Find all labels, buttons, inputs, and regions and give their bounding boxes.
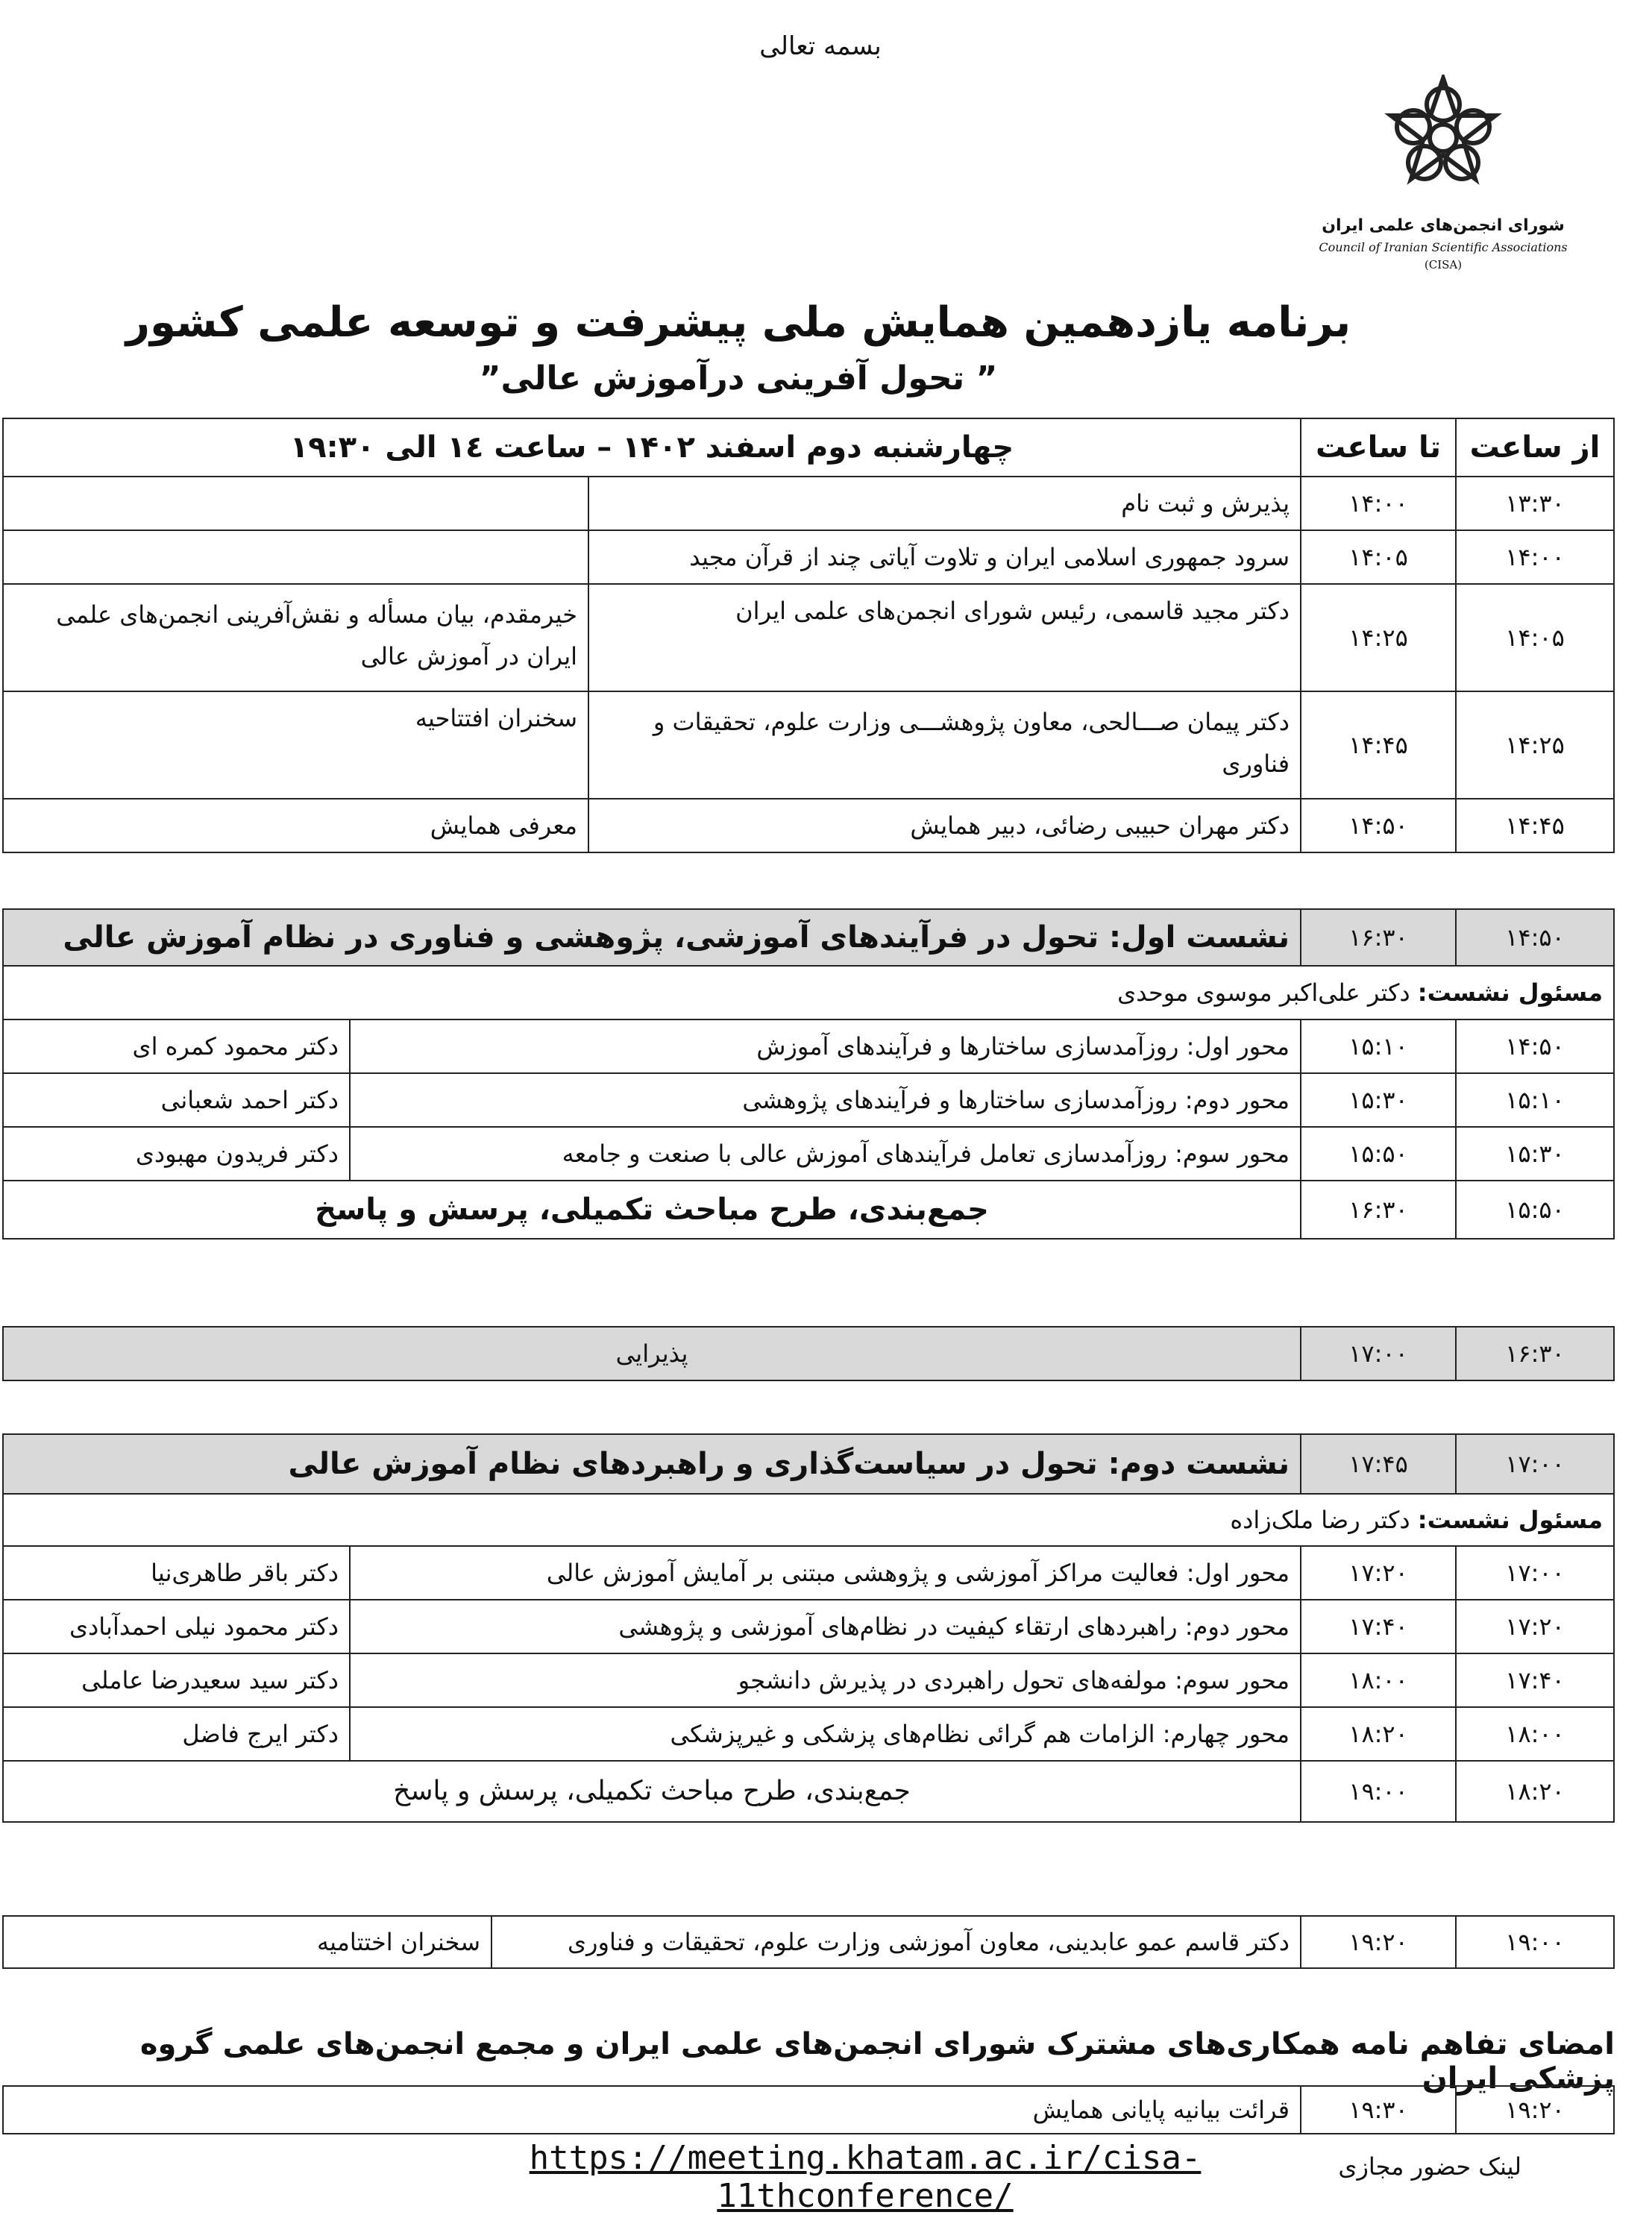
- row-to: ۱۴:۵۰: [1301, 799, 1456, 852]
- row-to: ۱۸:۰۰: [1301, 1653, 1456, 1707]
- row-desc: پذیرش و ثبت نام: [588, 477, 1301, 530]
- opening-table: [2, 418, 1615, 853]
- chair-label: مسئول نشست:: [1417, 978, 1603, 1007]
- header-from: از ساعت: [1456, 418, 1614, 477]
- table-row: [3, 584, 1614, 691]
- row-topic: محور چهارم: الزامات هم گرائی نظام‌های پزشکی و غیرپزشکی: [350, 1707, 1301, 1761]
- row-from: ۱۳:۳۰: [1456, 477, 1614, 530]
- row-from: ۱۸:۰۰: [1456, 1707, 1614, 1761]
- reception-from: ۱۶:۳۰: [1456, 1327, 1614, 1380]
- closing-from: ۱۹:۰۰: [1456, 1916, 1614, 1968]
- table-row: [3, 799, 1614, 852]
- table-header-row: [3, 418, 1614, 477]
- row-desc: دکتر پیمان صـــالحی، معاون پژوهشـــی وزارت علوم، تحقیقات و فناوری: [588, 691, 1301, 799]
- session1-to: ۱۶:۳۰: [1301, 909, 1456, 966]
- row-to: ۱۵:۱۰: [1301, 1019, 1456, 1073]
- session1-header-row: [3, 909, 1614, 966]
- row-topic: محور سوم: روزآمدسازی تعامل فرآیندهای آموزش عالی با صنعت و جامعه: [350, 1127, 1301, 1181]
- session1-title: نشست اول: تحول در فرآیندهای آموزشی، پژوهشی و فناوری در نظام آموزش عالی: [3, 909, 1301, 966]
- row-speaker: دکتر باقر طاهری‌نیا: [3, 1546, 350, 1600]
- closing-row: [3, 1916, 1614, 1968]
- session2-header-row: [3, 1434, 1614, 1494]
- reception-text: پذیرایی: [3, 1327, 1301, 1380]
- final-to: ۱۹:۳۰: [1301, 2086, 1456, 2134]
- closing-desc: دکتر قاسم عمو عابدینی، معاون آموزشی وزارت علوم، تحقیقات و فناوری: [491, 1916, 1301, 1968]
- row-speaker: دکتر ایرج فاضل: [3, 1707, 350, 1761]
- table-row: [3, 1019, 1614, 1073]
- row-note: معرفی همایش: [3, 799, 588, 852]
- star-flower-logo-icon: [1350, 75, 1536, 216]
- table-row: [3, 1546, 1614, 1600]
- row-topic: محور دوم: روزآمدسازی ساختارها و فرآیندهای پژوهشی: [350, 1073, 1301, 1127]
- session2-wrap-row: [3, 1761, 1614, 1822]
- session1-wrap-text: جمع‌بندی، طرح مباحث تکمیلی، پرسش و پاسخ: [3, 1181, 1301, 1239]
- final-row: [3, 2086, 1614, 2134]
- row-from: ۱۵:۱۰: [1456, 1073, 1614, 1127]
- row-topic: محور اول: روزآمدسازی ساختارها و فرآیندهای آموزش: [350, 1019, 1301, 1073]
- virtual-link-label: لینک حضور مجازی: [1338, 2152, 1521, 2181]
- row-topic: محور دوم: راهبردهای ارتقاء کیفیت در نظام‌های آموزشی و پژوهشی: [350, 1600, 1301, 1653]
- chair-name: دکتر رضا ملک‌زاده: [1230, 1505, 1410, 1534]
- row-speaker: دکتر محمود کمره ای: [3, 1019, 350, 1073]
- table-row: [3, 477, 1614, 530]
- header-to: تا ساعت: [1301, 418, 1456, 477]
- cisa-logo: [1301, 75, 1585, 291]
- session1-chair-row: [3, 966, 1614, 1019]
- table-row: [3, 691, 1614, 799]
- table-row: [3, 530, 1614, 584]
- row-topic: محور اول: فعالیت مراکز آموزشی و پژوهشی مبتنی بر آمایش آموزش عالی: [350, 1546, 1301, 1600]
- row-to: ۱۴:۲۵: [1301, 584, 1456, 691]
- session1-table: [2, 908, 1615, 1240]
- row-note: [3, 477, 588, 530]
- session1-wrap-row: [3, 1181, 1614, 1239]
- reception-row: [3, 1327, 1614, 1380]
- session2-title: نشست دوم: تحول در سیاست‌گذاری و راهبردهای نظام آموزش عالی: [3, 1434, 1301, 1494]
- row-to: ۱۴:۰۰: [1301, 477, 1456, 530]
- session1-from: ۱۴:۵۰: [1456, 909, 1614, 966]
- table-row: [3, 1600, 1614, 1653]
- final-desc: قرائت بیانیه پایانی همایش: [3, 2086, 1301, 2134]
- final-from: ۱۹:۲۰: [1456, 2086, 1614, 2134]
- logo-persian-text: شورای انجمن‌های علمی ایران: [1322, 216, 1565, 235]
- table-row: [3, 1653, 1614, 1707]
- logo-english-text: Council of Iranian Scientific Associations: [1319, 240, 1568, 254]
- table-row: [3, 1073, 1614, 1127]
- row-from: ۱۵:۵۰: [1456, 1181, 1614, 1239]
- row-desc: دکتر مهران حبیبی رضائی، دبیر همایش: [588, 799, 1301, 852]
- row-to: ۱۶:۳۰: [1301, 1181, 1456, 1239]
- row-note: [3, 530, 588, 584]
- virtual-meeting-link[interactable]: https://meeting.khatam.ac.ir/cisa-11thconference/: [529, 2139, 1202, 2215]
- closing-to: ۱۹:۲۰: [1301, 1916, 1456, 1968]
- basmala: بسمه تعالی: [759, 31, 882, 61]
- row-desc: سرود جمهوری اسلامی ایران و تلاوت آیاتی چند از قرآن مجید: [588, 530, 1301, 584]
- reception-to: ۱۷:۰۰: [1301, 1327, 1456, 1380]
- row-from: ۱۷:۰۰: [1456, 1546, 1614, 1600]
- row-note: سخنران افتتاحیه: [3, 691, 588, 799]
- table-row: [3, 1707, 1614, 1761]
- row-to: ۱۷:۲۰: [1301, 1546, 1456, 1600]
- row-from: ۱۷:۴۰: [1456, 1653, 1614, 1707]
- row-from: ۱۴:۴۵: [1456, 799, 1614, 852]
- row-from: ۱۸:۲۰: [1456, 1761, 1614, 1822]
- row-speaker: دکتر سید سعیدرضا عاملی: [3, 1653, 350, 1707]
- row-to: ۱۸:۲۰: [1301, 1707, 1456, 1761]
- row-desc: دکتر مجید قاسمی، رئیس شورای انجمن‌های علمی ایران: [588, 584, 1301, 691]
- header-day: چهارشنبه دوم اسفند ۱۴۰۲ – ساعت ۱٤ الی ۱۹:۳۰: [3, 418, 1301, 477]
- row-to: ۱۴:۴۵: [1301, 691, 1456, 799]
- row-to: ۱۵:۵۰: [1301, 1127, 1456, 1181]
- row-to: ۱۵:۳۰: [1301, 1073, 1456, 1127]
- final-table: [2, 2085, 1615, 2134]
- row-note: خیرمقدم، بیان مسأله و نقش‌آفرینی انجمن‌های علمی ایران در آموزش عالی: [3, 584, 588, 691]
- session2-to: ۱۷:۴۵: [1301, 1434, 1456, 1494]
- row-topic: محور سوم: مولفه‌های تحول راهبردی در پذیرش دانشجو: [350, 1653, 1301, 1707]
- row-from: ۱۴:۵۰: [1456, 1019, 1614, 1073]
- session2-table: [2, 1433, 1615, 1823]
- session2-wrap-text: جمع‌بندی، طرح مباحث تکمیلی، پرسش و پاسخ: [3, 1761, 1301, 1822]
- session1-chair: [3, 966, 1614, 1019]
- session2-chair-row: [3, 1494, 1614, 1546]
- page-title: برنامه یازدهمین همایش ملی پیشرفت و توسعه علمی کشور: [125, 298, 1351, 347]
- row-from: ۱۵:۳۰: [1456, 1127, 1614, 1181]
- mou-heading: امضای تفاهم نامه همکاری‌های مشترک شورای انجمن‌های علمی ایران و مجمع انجمن‌های علمی گروه پزشکی ایران: [139, 2027, 1615, 2096]
- row-from: ۱۴:۰۵: [1456, 584, 1614, 691]
- row-from: ۱۴:۲۵: [1456, 691, 1614, 799]
- row-speaker: دکتر محمود نیلی احمدآبادی: [3, 1600, 350, 1653]
- page-subtitle: ” تحول آفرینی درآموزش عالی”: [479, 359, 998, 398]
- row-to: ۱۷:۴۰: [1301, 1600, 1456, 1653]
- chair-name: دکتر علی‌اکبر موسوی موحدی: [1117, 978, 1410, 1007]
- row-speaker: دکتر فریدون مهبودی: [3, 1127, 350, 1181]
- session2-chair: [3, 1494, 1614, 1546]
- row-to: ۱۹:۰۰: [1301, 1761, 1456, 1822]
- row-from: ۱۴:۰۰: [1456, 530, 1614, 584]
- chair-label: مسئول نشست:: [1417, 1505, 1604, 1534]
- table-row: [3, 1127, 1614, 1181]
- row-to: ۱۴:۰۵: [1301, 530, 1456, 584]
- row-from: ۱۷:۲۰: [1456, 1600, 1614, 1653]
- reception-table: [2, 1326, 1615, 1381]
- closing-note: سخنران اختتامیه: [3, 1916, 491, 1968]
- session2-from: ۱۷:۰۰: [1456, 1434, 1614, 1494]
- row-speaker: دکتر احمد شعبانی: [3, 1073, 350, 1127]
- closing-table: [2, 1915, 1615, 1969]
- logo-abbreviation: (CISA): [1424, 258, 1463, 271]
